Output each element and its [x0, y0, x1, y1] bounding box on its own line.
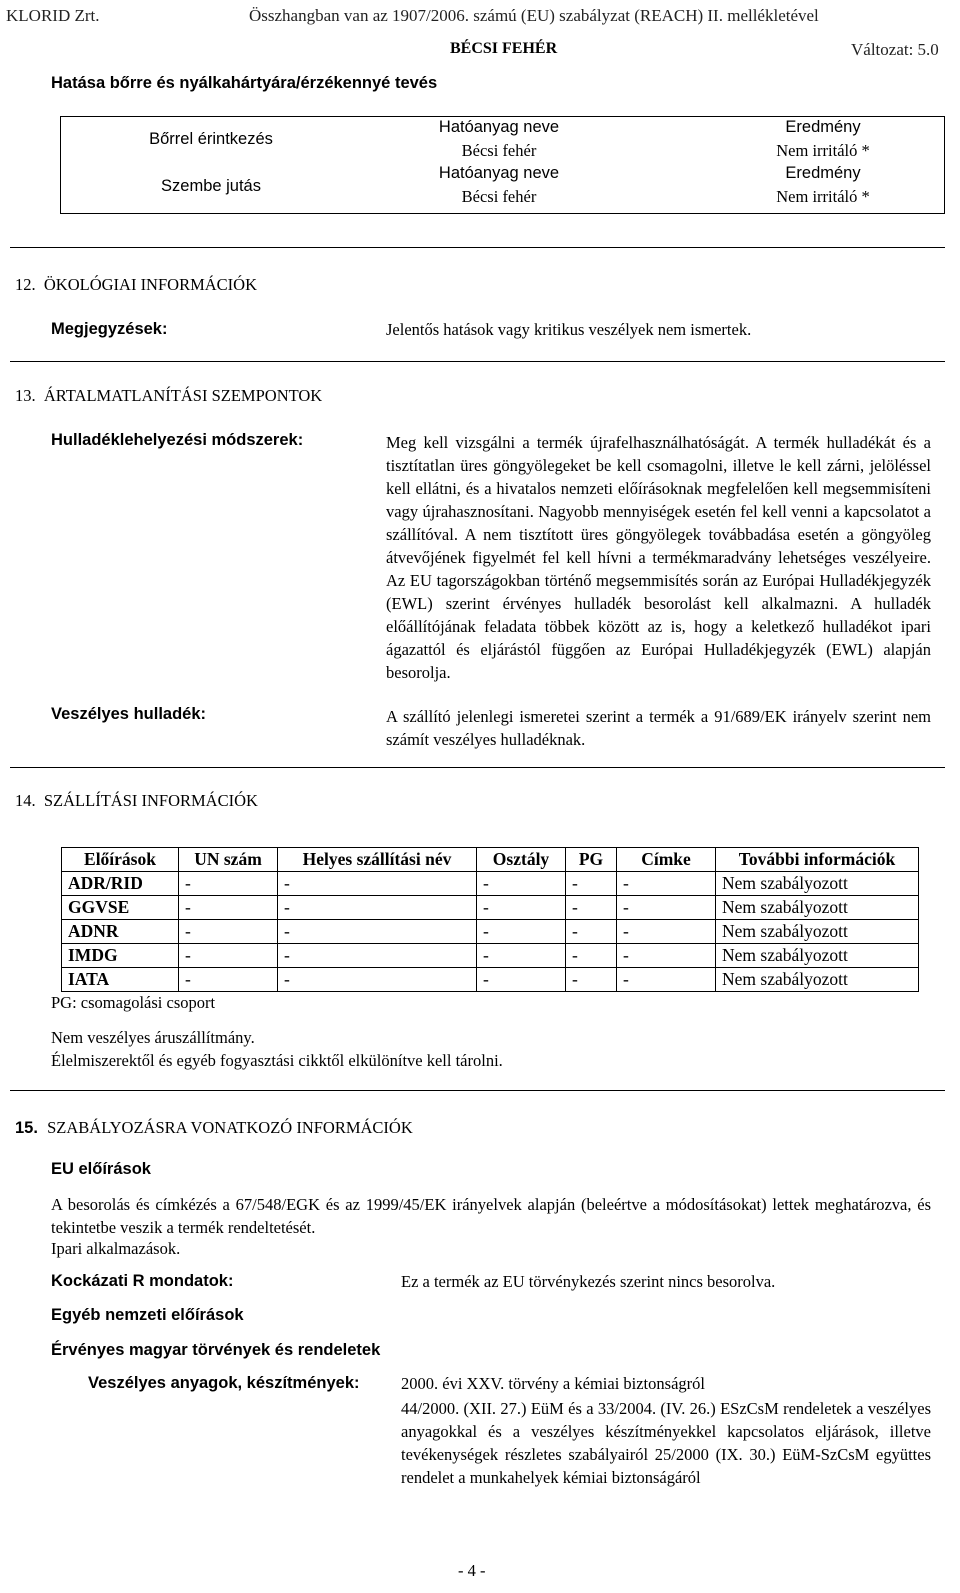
column-header: UN szám — [179, 848, 278, 872]
divider — [10, 247, 945, 248]
dangerous-label: Veszélyes anyagok, készítmények: — [88, 1374, 360, 1392]
table-cell: - — [278, 896, 477, 920]
table-cell: - — [477, 920, 566, 944]
table-cell: - — [179, 872, 278, 896]
eu-text: A besorolás és címkézés a 67/548/EGK és az 1999/45/EK irányelvek alapján (beleértve a módosításokat) lettek meghatározva, és tekintetbe veszik a termék rendeltetését. — [51, 1195, 931, 1237]
section-number: 14. — [15, 791, 36, 810]
hu-laws-heading: Érvényes magyar törvények és rendeletek — [51, 1341, 381, 1359]
col-head-result: Eredmény — [785, 164, 861, 182]
table-cell: ADNR — [62, 920, 179, 944]
header-product: BÉCSI FEHÉR — [450, 40, 558, 57]
table-cell: - — [278, 968, 477, 992]
table-cell: Nem szabályozott — [716, 896, 919, 920]
result-value: Nem irritáló * — [776, 187, 870, 206]
column-header: Osztály — [477, 848, 566, 872]
sensitization-table — [60, 116, 945, 214]
col-head-result: Eredmény — [785, 118, 861, 136]
substance-value: Bécsi fehér — [461, 187, 537, 206]
table-cell: - — [617, 896, 716, 920]
table-cell: - — [477, 896, 566, 920]
table-cell: - — [566, 968, 617, 992]
table-cell: - — [278, 944, 477, 968]
section-number: 15. — [15, 1119, 38, 1137]
table-cell: - — [179, 944, 278, 968]
section-12-heading — [15, 275, 257, 295]
table-cell: Nem szabályozott — [716, 920, 919, 944]
header-regulation: Összhangban van az 1907/2006. számú (EU) szabályzat (REACH) II. mellékletével — [249, 6, 819, 25]
pg-note: PG: csomagolási csoport — [51, 993, 216, 1012]
table-cell: - — [278, 920, 477, 944]
column-header: PG — [566, 848, 617, 872]
table-cell: - — [566, 896, 617, 920]
section-title: ÁRTALMATLANÍTÁSI SZEMPONTOK — [43, 386, 323, 405]
table-row — [62, 944, 919, 968]
table-header-row — [62, 848, 919, 872]
table-cell: - — [477, 968, 566, 992]
table-cell: - — [179, 920, 278, 944]
table-cell: - — [566, 872, 617, 896]
header-company: KLORID Zrt. — [6, 6, 100, 25]
eu-heading: EU előírások — [51, 1160, 151, 1178]
r-phrases-value: Ez a termék az EU törvénykezés szerint nincs besorolva. — [401, 1272, 776, 1291]
column-header: Előírások — [62, 848, 179, 872]
section-number: 13. — [15, 386, 36, 405]
s14-note-2: Élelmiszerektől és egyéb fogyasztási cikktől elkülönítve kell tárolni. — [51, 1051, 503, 1070]
col-head-substance: Hatóanyag neve — [438, 164, 560, 182]
page-number: - 4 - — [458, 1561, 486, 1580]
divider — [10, 361, 945, 362]
column-header: Helyes szállítási név — [278, 848, 477, 872]
national-heading: Egyéb nemzeti előírások — [51, 1306, 244, 1324]
table-row — [62, 920, 919, 944]
section-13-heading — [15, 386, 322, 406]
table-cell: Nem szabályozott — [716, 968, 919, 992]
s13-methods-label: Hulladéklehelyezési módszerek: — [51, 431, 304, 449]
transport-table — [61, 847, 919, 992]
s12-label: Megjegyzések: — [51, 320, 168, 338]
row-label-skin: Bőrrel érintkezés — [149, 130, 273, 148]
s12-value: Jelentős hatások vagy kritikus veszélyek nem ismertek. — [386, 320, 752, 339]
s13-hazardous-text: A szállító jelenlegi ismeretei szerint a termék a 91/689/EK irányelv szerint nem számít veszélyes hulladéknak. — [386, 707, 931, 749]
table-row — [62, 896, 919, 920]
section-15-heading — [15, 1118, 413, 1138]
table-cell: IATA — [62, 968, 179, 992]
divider — [10, 767, 945, 768]
table-cell: - — [477, 944, 566, 968]
column-header: Címke — [617, 848, 716, 872]
table-cell: - — [278, 872, 477, 896]
s13-hazardous-label: Veszélyes hulladék: — [51, 705, 207, 723]
table-cell: - — [617, 920, 716, 944]
col-head-substance: Hatóanyag neve — [438, 118, 560, 136]
substance-value: Bécsi fehér — [461, 141, 537, 160]
section-14-heading — [15, 791, 258, 811]
table-cell: - — [179, 896, 278, 920]
s14-note-1: Nem veszélyes áruszállítmány. — [51, 1028, 255, 1047]
table-row — [62, 968, 919, 992]
s13-methods-text: Meg kell vizsgálni a termék újrafelhasználhatóságát. A termék hulladékát és a tisztítatlan üres göngyölegeket be kell csomagolni, illetve le kell zárni, jelöléssel kell ellátni, és a hivatalos nemzeti előírásoknak megfelelően kell megsemmisíteni vagy újrahasznosítani. Nagyobb mennyiségek esetén fel kell venni a kapcsolatot a szállítóval. A nem tisztított üres göngyölegek továbbadása esetén a göngyöleg átvevőjének figyelmét fel kell hívni a termékmaradvány lehetséges veszélyeire. Az EU tagországokban történő megsemmisítés során az Európai Hulladékjegyzék (EWL) szerint érvényes hulladék besorolást kell alkalmazni. A hulladék előállítójának feladata többek között az is, hogy a keletkező hulladékot ipari ágazattól és eljárástól függően az Európai Hulladékjegyzék (EWL) alapján besorolja. — [386, 433, 931, 682]
table-cell: - — [477, 872, 566, 896]
section-title: SZÁLLÍTÁSI INFORMÁCIÓK — [43, 791, 258, 810]
table-cell: - — [617, 944, 716, 968]
result-value: Nem irritáló * — [776, 141, 870, 160]
table-cell: Nem szabályozott — [716, 944, 919, 968]
table-row — [62, 872, 919, 896]
section-number: 12. — [15, 275, 36, 294]
section-title: ÖKOLÓGIAI INFORMÁCIÓK — [43, 275, 257, 294]
sensitization-title: Hatása bőrre és nyálkahártyára/érzékennyé tevés — [51, 74, 438, 92]
table-cell: GGVSE — [62, 896, 179, 920]
eu-text-2: Ipari alkalmazások. — [51, 1239, 181, 1258]
table-cell: ADR/RID — [62, 872, 179, 896]
dangerous-line-1: 2000. évi XXV. törvény a kémiai biztonságról — [401, 1374, 705, 1393]
table-cell: - — [566, 920, 617, 944]
table-cell: IMDG — [62, 944, 179, 968]
table-cell: - — [566, 944, 617, 968]
column-header: További információk — [716, 848, 919, 872]
table-cell: Nem szabályozott — [716, 872, 919, 896]
divider — [10, 1090, 945, 1091]
r-phrases-label: Kockázati R mondatok: — [51, 1272, 234, 1290]
dangerous-text: 44/2000. (XII. 27.) EüM és a 33/2004. (IV. 26.) ESzCsM rendeletek a veszélyes anyagokkal és a veszélyes készítményekkel kapcsolatos eljárások, illetve tevékenységek részletes szabályairól 25/2000 (IX. 30.) EüM-SzCsM együttes rendelet a munkahelyek kémiai biztonságáról — [401, 1399, 931, 1487]
header-version: Változat: 5.0 — [851, 40, 939, 59]
row-label-eye: Szembe jutás — [161, 177, 261, 195]
table-cell: - — [179, 968, 278, 992]
section-title: SZABÁLYOZÁSRA VONATKOZÓ INFORMÁCIÓK — [47, 1118, 413, 1137]
table-cell: - — [617, 872, 716, 896]
table-cell: - — [617, 968, 716, 992]
